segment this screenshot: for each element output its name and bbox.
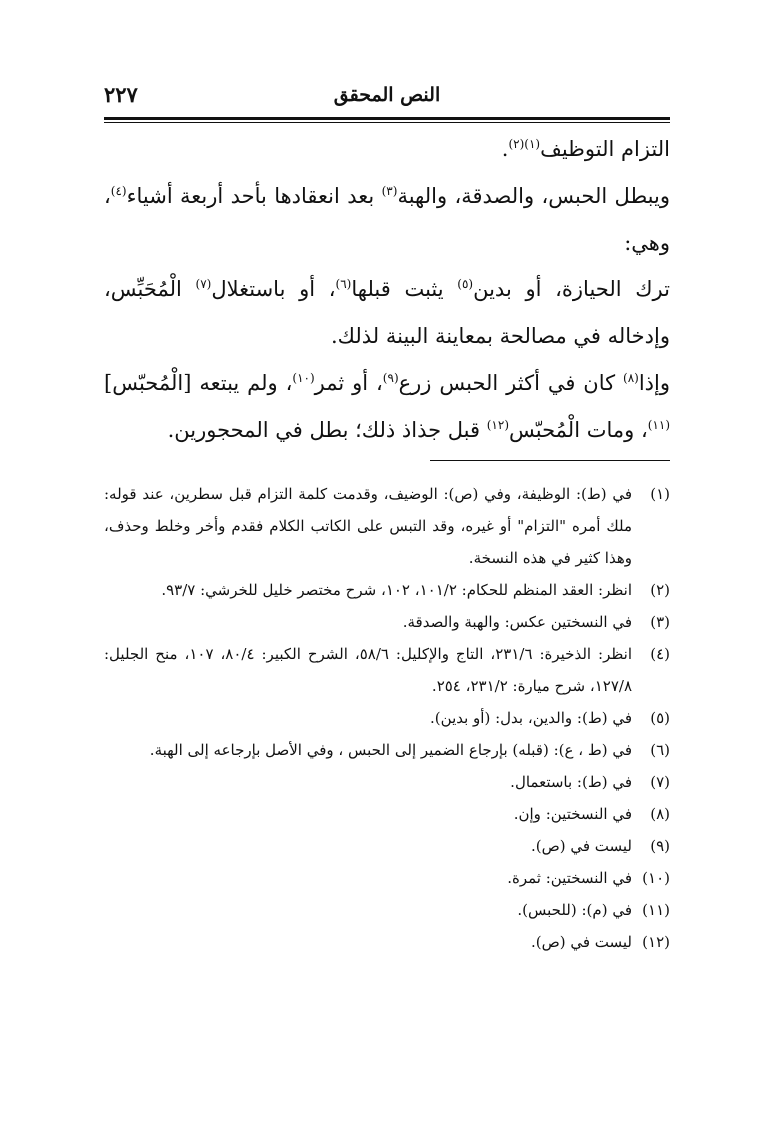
footnote-ref: (١)	[524, 137, 541, 151]
footnote-1	[104, 478, 670, 574]
page-number: ٢٢٧	[104, 82, 138, 107]
footnote-ref: (٨)	[623, 370, 639, 385]
text-run: ، ومات الْمُحبّس	[509, 417, 648, 442]
text-run: وإذا	[638, 370, 671, 395]
footnote-10	[104, 862, 670, 894]
footnote-number: (١٢)	[642, 933, 670, 951]
footnote-number: (١١)	[642, 901, 670, 919]
footnote-number: (٦)	[650, 741, 670, 759]
footnote-text: في (ط): الوظيفة، وفي (ص): الوضيف، وقدمت كلمة التزام قبل سطرين، عند قوله: ملك أمره "التزام" أو غيره، وقد التبس على الكاتب الكلام فقدم وأخر وخلط وحذف، وهذا كثير في هذه النسخة.	[104, 485, 632, 567]
footnote-7	[104, 766, 670, 798]
footnote-ref: (٣)	[381, 183, 398, 198]
footnote-4	[104, 638, 670, 702]
header-rule-thin	[104, 122, 670, 123]
footnote-text: في (ط): باستعمال.	[510, 773, 632, 791]
footnote-ref: (١٠)	[292, 370, 315, 385]
footnote-number: (٥)	[650, 709, 670, 727]
text-run: بعد انعقادها بأحد أربعة أشياء	[126, 183, 382, 208]
footnote-ref: (٤)	[110, 183, 127, 198]
footnote-number: (٤)	[650, 645, 670, 663]
footnote-text: ليست في (ص).	[530, 837, 632, 855]
main-text	[104, 126, 670, 454]
footnote-3	[104, 606, 670, 638]
text-run: ، وهي:	[104, 183, 670, 255]
footnote-text: في النسختين: وإن.	[513, 805, 632, 823]
text-run: ترك الحيازة، أو بدين	[473, 277, 670, 302]
footnote-text: في (م): (للحبس).	[517, 901, 632, 919]
text-run: الْمُحَبِّس، وإدخاله في مصالحة بمعاينة البينة لذلك.	[104, 277, 670, 349]
text-run: ، ولم يبتعه [الْمُحبّس]	[104, 370, 293, 395]
footnote-text: انظر: العقد المنظم للحكام: ١٠١/٢، ١٠٢، شرح مختصر خليل للخرشي: ٩٣/٧.	[161, 581, 632, 599]
footnote-8	[104, 798, 670, 830]
paragraph-2	[104, 173, 670, 267]
page-header	[104, 80, 670, 112]
text-run: التزام التوظيف	[540, 137, 670, 161]
footnote-ref: (١٢)	[486, 417, 509, 432]
footnote-text: في النسختين: ثمرة.	[507, 869, 632, 887]
footnote-5	[104, 702, 670, 734]
paragraph-3	[104, 266, 670, 360]
footnote-ref: (٩)	[382, 370, 399, 385]
text-run: ، أو ثمر	[314, 370, 383, 395]
footnote-ref: (٥)	[457, 277, 474, 292]
paragraph-4	[104, 360, 670, 454]
footnote-number: (١٠)	[642, 869, 670, 887]
footnote-number: (١)	[650, 485, 670, 503]
text-run: .	[501, 137, 509, 161]
footnote-number: (٣)	[650, 613, 670, 631]
text-run: كان في أكثر الحبس زرع	[398, 370, 624, 395]
footnote-ref: (٦)	[335, 277, 352, 292]
footnote-text: في (ط ، ع): (قبله) بإرجاع الضمير إلى الحبس ، وفي الأصل بإرجاعه إلى الهبة.	[149, 741, 632, 759]
footnote-text: في النسختين عكس: والهبة والصدقة.	[402, 613, 632, 631]
text-run: ويبطل الحبس، والصدقة، والهبة	[397, 183, 670, 208]
footnote-text: ليست في (ص).	[530, 933, 632, 951]
header-rule-thick	[104, 117, 670, 120]
footnote-6	[104, 734, 670, 766]
footnotes	[104, 478, 670, 958]
running-title: النص المحقق	[333, 84, 441, 106]
footnote-number: (٩)	[650, 837, 670, 855]
text-run: قبل جذاذ ذلك؛ بطل في المحجورين.	[167, 417, 487, 442]
footnote-ref: (٢)	[508, 137, 525, 151]
footnote-2	[104, 574, 670, 606]
footnote-ref: (٧)	[195, 277, 212, 292]
text-run: ، أو باستغلال	[211, 277, 336, 302]
footnote-12	[104, 926, 670, 958]
footnote-separator	[430, 460, 670, 461]
text-run: يثبت قبلها	[351, 277, 458, 302]
footnote-11	[104, 894, 670, 926]
footnote-number: (٨)	[650, 805, 670, 823]
footnote-number: (٢)	[650, 581, 670, 599]
footnote-text: في (ط): والدين، بدل: (أو بدين).	[430, 709, 632, 727]
footnote-9	[104, 830, 670, 862]
footnote-number: (٧)	[650, 773, 670, 791]
footnote-text: انظر: الذخيرة: ٢٣١/٦، التاج والإكليل: ٥٨/٦، الشرح الكبير: ٨٠/٤، ١٠٧، منح الجليل: ١٢٧/٨، شرح ميارة: ٢٣١/٢، ٢٥٤.	[104, 645, 632, 695]
footnote-ref: (١١)	[647, 417, 670, 432]
paragraph-1	[104, 126, 670, 173]
